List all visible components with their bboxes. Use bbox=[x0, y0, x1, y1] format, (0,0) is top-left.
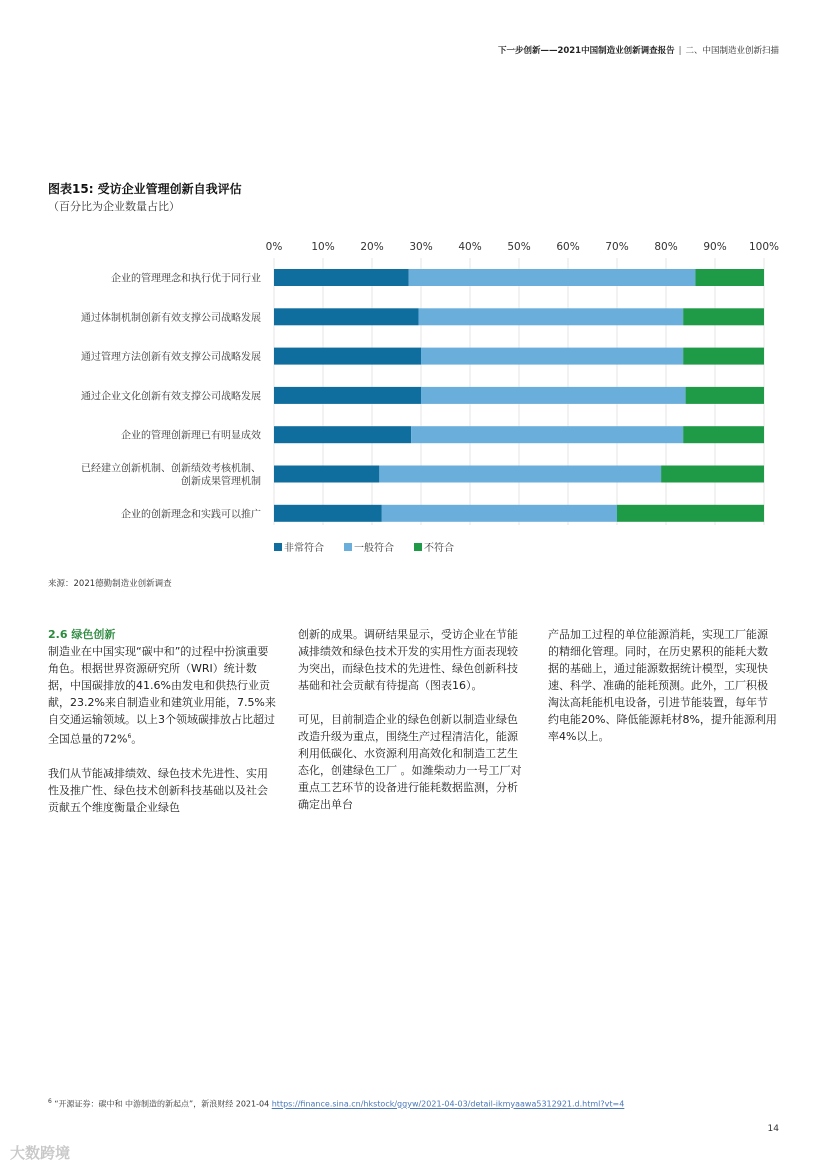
legend-swatch bbox=[344, 543, 352, 551]
x-tick-label: 50% bbox=[507, 241, 531, 253]
paragraph-end: 。 bbox=[131, 732, 143, 746]
category-label: 通过管理方法创新有效支撑公司战略发展 bbox=[81, 352, 261, 364]
x-tick-label: 90% bbox=[703, 241, 727, 253]
bar-segment bbox=[379, 466, 661, 483]
text-column-1 bbox=[48, 626, 278, 816]
paragraph: 可见，目前制造企业的绿色创新以制造业绿色改造升级为重点，围绕生产过程清洁化，能源利用低碳化、水资源利用高效化和制造工艺生态化，创建绿色工厂 。如潍柴动力一号工厂对重点工艺环节的设备进行能耗数据监测，分析确定出单台 bbox=[298, 713, 522, 811]
watermark-logo: 大数跨境 bbox=[10, 1144, 71, 1162]
category-label: 已经建立创新机制、创新绩效考核机制、 bbox=[81, 463, 261, 475]
bar-segment bbox=[695, 269, 764, 286]
bar-segment bbox=[274, 426, 411, 443]
bar-segment bbox=[274, 387, 421, 404]
legend-label: 一般符合 bbox=[354, 543, 394, 554]
footnote-link[interactable]: https://finance.sina.cn/hkstock/ggyw/2021-04-03/detail-ikmyaawa5312921.d.html?vt=4 bbox=[271, 1099, 625, 1109]
bar-segment bbox=[661, 466, 764, 483]
paragraph: 创新的成果。调研结果显示，受访企业在节能减排绩效和绿色技术开发的实用性方面表现较为突出，而绿色技术的先进性、绿色创新科技基础和社会贡献有待提高（图表16）。 bbox=[298, 628, 518, 692]
footnote-ref: 6 bbox=[127, 733, 132, 740]
legend-swatch bbox=[414, 543, 422, 551]
category-label: 企业的管理理念和执行优于同行业 bbox=[111, 273, 261, 285]
category-label: 通过体制机制创新有效支撑公司战略发展 bbox=[81, 312, 261, 324]
paragraph: 产品加工过程的单位能源消耗，实现工厂能源的精细化管理。同时，在历史累积的能耗大数据的基础上，通过能源数据统计模型，实现快速、科学、准确的能耗预测。此外，工厂积极淘汰高耗能机电设备，引进节能装置，每年节约电能20%、降低能源耗材8%，提升能源利用率4%以上。 bbox=[548, 628, 777, 743]
paragraph: 我们从节能减排绩效、绿色技术先进性、实用性及推广性、绿色技术创新科技基础以及社会贡献五个维度衡量企业绿色 bbox=[48, 766, 268, 814]
x-tick-label: 30% bbox=[409, 241, 433, 253]
x-tick-label: 80% bbox=[654, 241, 678, 253]
x-tick-label: 20% bbox=[360, 241, 384, 253]
footnote bbox=[48, 1098, 624, 1110]
bar-segment bbox=[421, 348, 683, 365]
category-label: 创新成果管理机制 bbox=[181, 476, 261, 488]
paragraph bbox=[48, 643, 278, 748]
x-tick-label: 100% bbox=[748, 241, 780, 253]
category-label: 企业的创新理念和实践可以推广 bbox=[121, 509, 261, 521]
header-separator: | bbox=[678, 46, 682, 56]
bar-segment bbox=[409, 269, 696, 286]
bar-segment bbox=[411, 426, 683, 443]
figure-source: 来源：2021德勤制造业创新调查 bbox=[48, 579, 172, 589]
bar-segment bbox=[274, 348, 421, 365]
footnote-text: “开源证券：碳中和 中游制造的新起点”，新浪财经 2021-04 bbox=[54, 1099, 270, 1109]
legend-label: 非常符合 bbox=[284, 543, 324, 554]
bar-segment bbox=[683, 426, 764, 443]
legend-swatch bbox=[274, 543, 282, 551]
category-label: 通过企业文化创新有效支撑公司战略发展 bbox=[81, 391, 261, 403]
bar-segment bbox=[274, 308, 419, 325]
bar-segment bbox=[421, 387, 686, 404]
stacked-bar-chart bbox=[0, 230, 827, 565]
page-number: 14 bbox=[767, 1124, 779, 1134]
paragraph-text: 制造业在中国实现“碳中和”的过程中扮演重要角色。根据世界资源研究所（WRI）统计数据，中国碳排放的41.6%由发电和供热行业贡献，23.2%来自制造业和建筑业用能，7.5%来自交通运输领域。以上3个领域碳排放占比超过全国总量的72% bbox=[48, 645, 276, 746]
footnote-marker: 6 bbox=[48, 1098, 52, 1105]
running-header bbox=[498, 44, 779, 56]
bar-segment bbox=[419, 308, 684, 325]
bar-segment bbox=[683, 348, 764, 365]
bar-segment bbox=[617, 505, 764, 522]
bar-segment bbox=[274, 269, 409, 286]
bar-segment bbox=[686, 387, 764, 404]
x-tick-label: 40% bbox=[458, 241, 482, 253]
bar-segment bbox=[683, 308, 764, 325]
figure-title: 图表15: 受访企业管理创新自我评估 bbox=[48, 182, 242, 196]
section-title: 2.6 绿色创新 bbox=[48, 628, 116, 641]
header-section: 二、中国制造业创新扫描 bbox=[685, 46, 779, 56]
x-tick-label: 10% bbox=[311, 241, 335, 253]
bar-segment bbox=[274, 505, 382, 522]
x-tick-label: 60% bbox=[556, 241, 580, 253]
report-title: 下一步创新——2021中国制造业创新调查报告 bbox=[497, 46, 675, 56]
category-label: 企业的管理创新理已有明显成效 bbox=[121, 430, 261, 442]
bar-segment bbox=[274, 466, 379, 483]
figure-subtitle: （百分比为企业数量占比） bbox=[48, 200, 180, 213]
x-tick-label: 70% bbox=[605, 241, 629, 253]
text-column-3 bbox=[548, 626, 778, 745]
text-column-2 bbox=[298, 626, 528, 813]
bar-segment bbox=[382, 505, 617, 522]
legend-label: 不符合 bbox=[424, 543, 454, 554]
x-tick-label: 0% bbox=[265, 241, 283, 253]
